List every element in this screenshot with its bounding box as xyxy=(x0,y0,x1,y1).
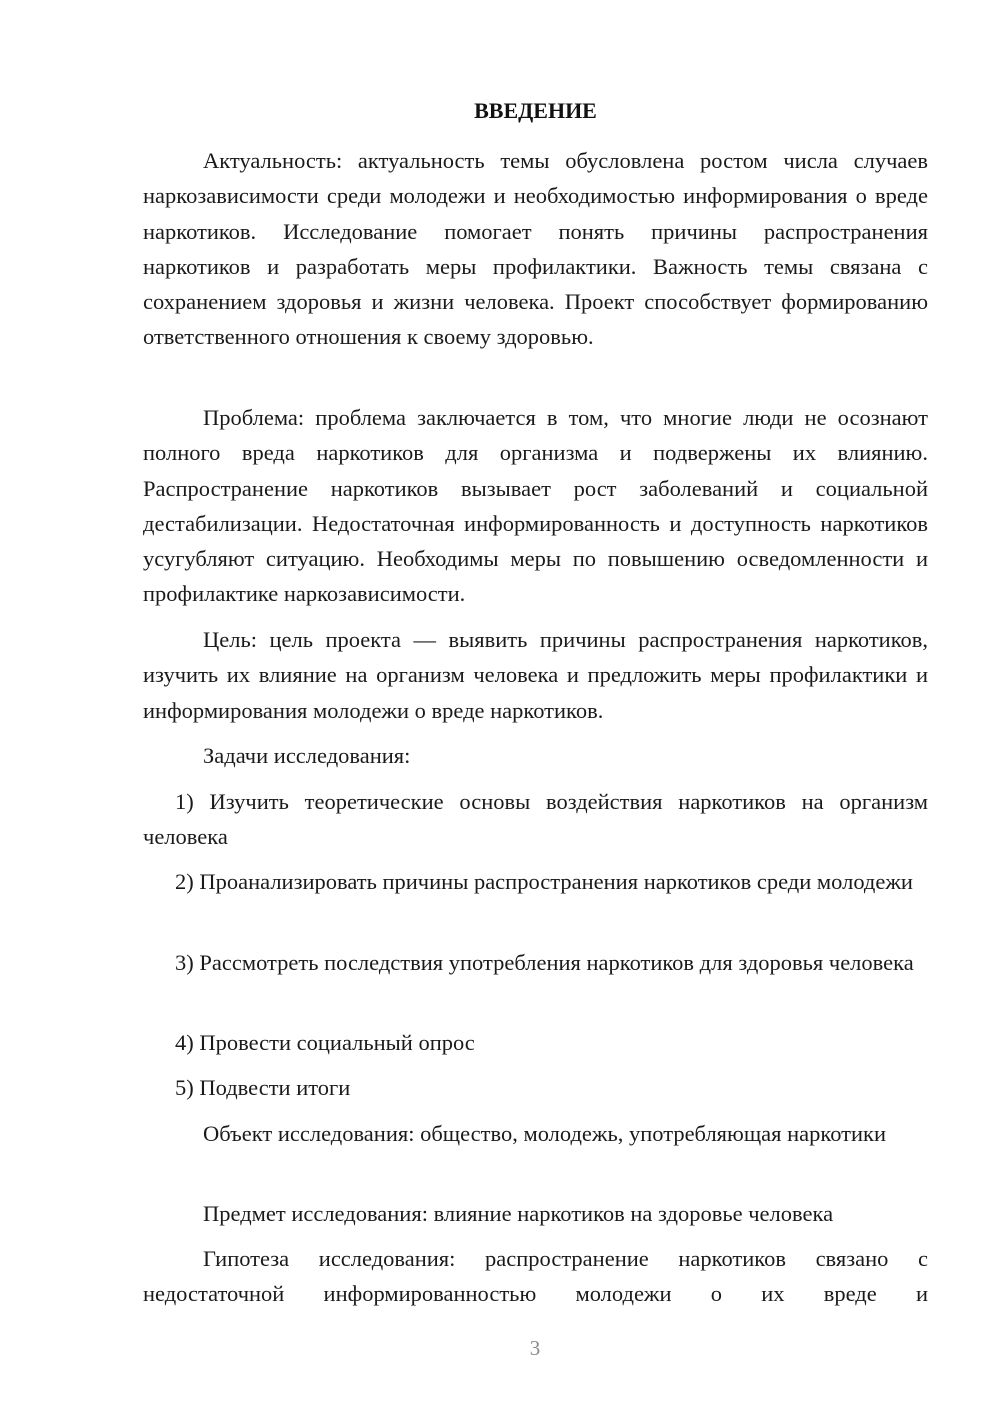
paragraph-relevance: Актуальность: актуальность темы обусловлена ростом числа случаев наркозависимости среди молодежи и необходимостью информирования о вреде наркотиков. Исследование помогает понять причины распространения наркотиков и разработать меры профилактики. Важность темы связана с сохранением здоровья и жизни человека. Проект способствует формированию ответственного отношения к своему здоровью. xyxy=(143,148,928,350)
task-item: 4) Провести социальный опрос xyxy=(175,1030,475,1055)
task-item: 3) Рассмотреть последствия употребления наркотиков для здоровья человека xyxy=(175,950,914,975)
section-heading: ВВЕДЕНИЕ xyxy=(474,98,597,123)
paragraph-subject: Предмет исследования: влияние наркотиков на здоровье человека xyxy=(203,1201,834,1226)
page-number: 3 xyxy=(529,1336,541,1360)
paragraph-goal: Цель: цель проекта — выявить причины распространения наркотиков, изучить их влияние на организм человека и предложить меры профилактики и информирования молодежи о вреде наркотиков. xyxy=(143,627,928,723)
paragraph-hypothesis: Гипотеза исследования: распространение наркотиков связано с недостаточной информированностью молодежи о их вреде и xyxy=(143,1246,928,1307)
tasks-title: Задачи исследования: xyxy=(203,743,411,768)
task-item: 2) Проанализировать причины распространения наркотиков среди молодежи xyxy=(175,869,913,894)
task-item: 1) Изучить теоретические основы воздействия наркотиков на организм человека xyxy=(143,789,928,850)
task-item: 5) Подвести итоги xyxy=(175,1075,351,1100)
paragraph-problem: Проблема: проблема заключается в том, что многие люди не осознают полного вреда наркотиков для организма и подвержены их влиянию. Распространение наркотиков вызывает рост заболеваний и социальной дестабилизации. Недостаточная информированность и доступность наркотиков усугубляют ситуацию. Необходимы меры по повышению осведомленности и профилактике наркозависимости. xyxy=(143,405,928,607)
paragraph-object: Объект исследования: общество, молодежь, употребляющая наркотики xyxy=(203,1121,886,1146)
